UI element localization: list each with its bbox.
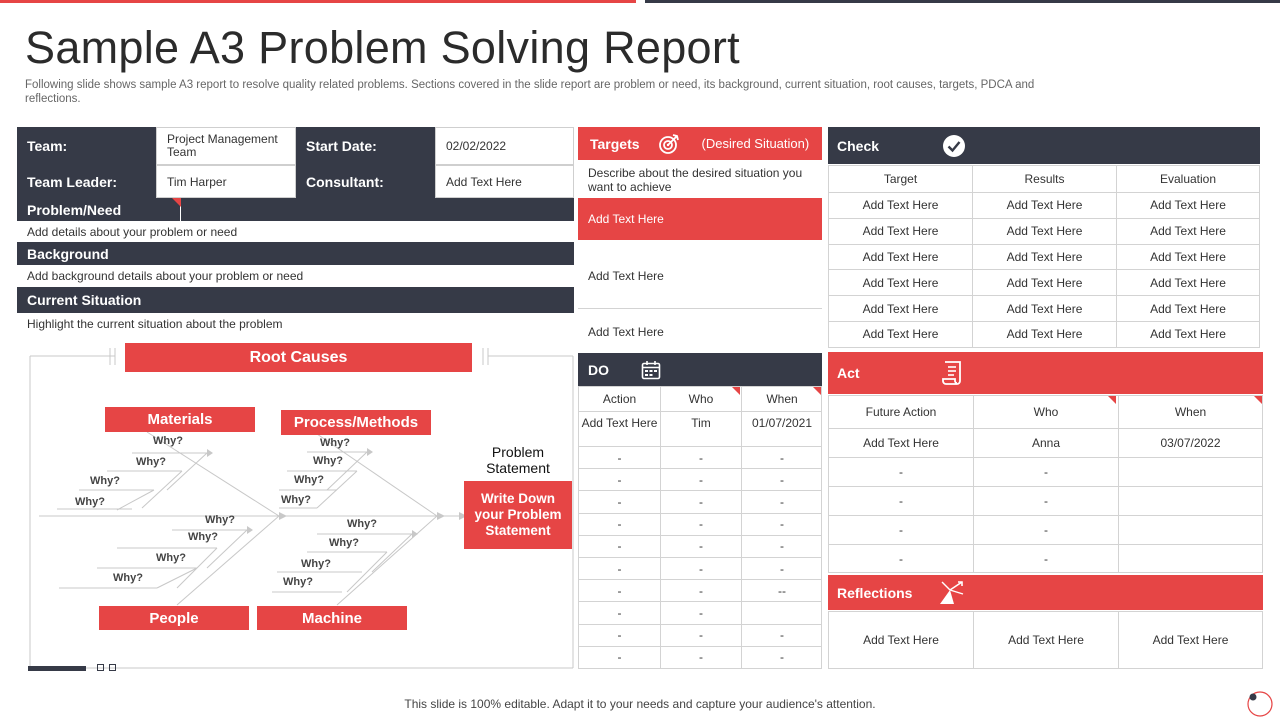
- do-table-cell[interactable]: -: [699, 605, 703, 620]
- reflection-item-3[interactable]: Add Text Here: [1152, 633, 1229, 647]
- logo-circle-icon: [1244, 688, 1274, 718]
- why-machine-4: Why?: [283, 576, 313, 588]
- why-people-2: Why?: [188, 531, 218, 543]
- why-people-1: Why?: [205, 514, 235, 526]
- materials-label: Materials: [105, 407, 255, 432]
- act-table-cell[interactable]: [1119, 545, 1262, 573]
- do-table-cell[interactable]: -: [699, 583, 703, 598]
- do-table-cell[interactable]: -: [617, 561, 622, 576]
- check-table-cell[interactable]: Add Text Here: [1150, 275, 1226, 290]
- background-header: Background: [17, 242, 574, 265]
- do-table-cell[interactable]: -: [617, 650, 622, 665]
- progress-dot-icon: [109, 664, 116, 671]
- check-table: [828, 165, 1260, 348]
- do-table-cell[interactable]: -: [780, 650, 784, 665]
- why-people-4: Why?: [113, 572, 143, 584]
- do-table-cell[interactable]: -: [617, 628, 622, 643]
- current-situation-header: Current Situation: [17, 287, 574, 313]
- act-col-header: Who: [1033, 405, 1059, 419]
- team-value[interactable]: Project Management Team: [156, 127, 296, 165]
- do-table-cell[interactable]: -: [780, 561, 784, 576]
- do-table-cell[interactable]: -: [780, 628, 784, 643]
- why-process-2: Why?: [313, 455, 343, 467]
- check-header: [828, 127, 1260, 164]
- act-table-cell[interactable]: Anna: [1031, 436, 1061, 450]
- reflection-item-2[interactable]: Add Text Here: [1008, 633, 1084, 647]
- check-table-cell[interactable]: Add Text Here: [862, 198, 939, 213]
- check-table-cell[interactable]: Add Text Here: [1006, 249, 1083, 264]
- why-machine-2: Why?: [329, 537, 359, 549]
- do-header: [578, 353, 822, 386]
- why-materials-2: Why?: [136, 456, 166, 468]
- do-table-cell[interactable]: -: [617, 605, 622, 620]
- rays-icon: [936, 580, 966, 606]
- check-table-cell[interactable]: Add Text Here: [862, 249, 939, 264]
- do-table-cell[interactable]: Add Text Here: [581, 416, 658, 430]
- problem-need-header: Problem/Need: [17, 198, 574, 221]
- start-date-value[interactable]: 02/02/2022: [435, 127, 574, 165]
- check-title: Check: [837, 137, 880, 154]
- do-col-header: Action: [602, 392, 637, 406]
- act-table-cell[interactable]: -: [1044, 465, 1048, 479]
- why-process-1: Why?: [320, 437, 350, 449]
- process-methods-label: Process/Methods: [281, 410, 431, 435]
- check-table-cell[interactable]: Add Text Here: [1150, 224, 1226, 239]
- do-table-cell[interactable]: -: [617, 472, 622, 487]
- root-causes-banner: Root Causes: [125, 343, 472, 372]
- targets-subtitle: (Desired Situation): [701, 136, 810, 151]
- act-table-cell[interactable]: Add Text Here: [863, 436, 939, 450]
- check-table-cell[interactable]: Add Text Here: [1006, 224, 1083, 239]
- act-table-cell[interactable]: 03/07/2022: [1160, 436, 1221, 450]
- problem-statement-box[interactable]: Write Down your Problem Statement: [464, 481, 572, 549]
- act-header: [828, 352, 1263, 394]
- act-table-cell[interactable]: [1119, 487, 1262, 515]
- progress-dot-icon: [97, 664, 104, 671]
- do-table-cell[interactable]: Tim: [691, 416, 711, 430]
- do-table-cell[interactable]: -: [699, 517, 703, 532]
- why-machine-1: Why?: [347, 518, 377, 530]
- act-table-cell[interactable]: [1119, 458, 1262, 486]
- check-table-cell[interactable]: Add Text Here: [1150, 198, 1226, 213]
- act-table-cell[interactable]: -: [899, 494, 903, 508]
- top-accent-bar-dark: [645, 0, 1280, 3]
- act-table-cell[interactable]: -: [1044, 523, 1048, 537]
- target-item-3[interactable]: Add Text Here: [588, 325, 664, 339]
- do-table: [578, 386, 822, 669]
- do-table-cell[interactable]: -: [699, 650, 703, 665]
- why-process-4: Why?: [281, 494, 311, 506]
- do-table-cell[interactable]: -: [780, 450, 784, 465]
- act-table-cell[interactable]: -: [1044, 494, 1048, 508]
- check-table-cell[interactable]: Add Text Here: [1150, 301, 1226, 316]
- do-table-cell[interactable]: [742, 602, 822, 623]
- do-table-cell[interactable]: -: [780, 539, 784, 554]
- act-table-cell[interactable]: -: [899, 465, 903, 479]
- check-table-cell[interactable]: Add Text Here: [1150, 249, 1226, 264]
- targets-header: [578, 127, 822, 160]
- act-table: [828, 395, 1263, 573]
- target-arrow-icon: [658, 133, 680, 155]
- do-table-cell[interactable]: -: [617, 450, 622, 465]
- do-table-cell[interactable]: -: [780, 517, 784, 532]
- do-table-cell[interactable]: -: [699, 472, 703, 487]
- why-materials-4: Why?: [75, 496, 105, 508]
- why-materials-3: Why?: [90, 475, 120, 487]
- check-table-cell[interactable]: Add Text Here: [862, 301, 939, 316]
- consultant-value[interactable]: Add Text Here: [435, 165, 574, 198]
- footer-note: This slide is 100% editable. Adapt it to your needs and capture your audience's attention.: [404, 697, 876, 711]
- act-table-cell[interactable]: -: [899, 552, 903, 566]
- do-table-cell[interactable]: -: [780, 494, 784, 509]
- why-materials-1: Why?: [153, 435, 183, 447]
- act-table-cell[interactable]: -: [899, 523, 903, 537]
- team-leader-label: Team Leader:: [17, 165, 156, 198]
- do-col-header: When: [766, 392, 798, 406]
- do-table-cell[interactable]: -: [780, 472, 784, 487]
- problem-need-text[interactable]: Add details about your problem or need: [27, 225, 238, 239]
- consultant-label: Consultant:: [296, 165, 435, 198]
- do-title: DO: [588, 361, 609, 378]
- team-label: Team:: [17, 127, 156, 165]
- people-label: People: [99, 606, 249, 630]
- check-col-header: Results: [1024, 172, 1065, 186]
- check-table-cell[interactable]: Add Text Here: [1006, 327, 1083, 342]
- machine-label: Machine: [257, 606, 407, 630]
- do-table-cell[interactable]: 01/07/2021: [751, 416, 813, 430]
- do-table-cell[interactable]: -: [699, 450, 703, 465]
- check-table-cell[interactable]: Add Text Here: [862, 275, 939, 290]
- do-col-header: Who: [688, 392, 714, 406]
- act-title: Act: [837, 365, 860, 381]
- targets-description: Describe about the desired situation you want to achieve: [588, 166, 803, 194]
- target-item-2[interactable]: Add Text Here: [578, 244, 822, 309]
- reflections-header: [828, 575, 1263, 610]
- team-leader-value[interactable]: Tim Harper: [156, 165, 296, 198]
- current-situation-text[interactable]: Highlight the current situation about the problem: [27, 317, 283, 331]
- check-col-header: Evaluation: [1159, 172, 1217, 186]
- scroll-icon: [940, 360, 964, 386]
- do-table-cell[interactable]: -: [617, 517, 622, 532]
- do-table-cell[interactable]: -: [699, 561, 703, 576]
- problem-statement-label: Problem Statement: [486, 444, 550, 476]
- do-table-cell[interactable]: -: [699, 539, 703, 554]
- why-process-3: Why?: [294, 474, 324, 486]
- do-table-cell[interactable]: -: [617, 539, 622, 554]
- act-table-cell[interactable]: -: [1044, 552, 1048, 566]
- do-table-cell[interactable]: -: [617, 583, 622, 598]
- check-table-cell[interactable]: Add Text Here: [862, 224, 939, 239]
- targets-title: Targets: [590, 135, 640, 152]
- reflection-item-1[interactable]: Add Text Here: [863, 633, 939, 647]
- top-accent-bar-red: [0, 0, 636, 3]
- target-item-1[interactable]: Add Text Here: [578, 198, 822, 240]
- page-subtitle: Following slide shows sample A3 report to resolve quality related problems. Sections covered in the slide report are problem or need, its background, current situation, root causes, targets, PDCA and reflections.: [25, 79, 1035, 105]
- background-text[interactable]: Add background details about your problem or need: [27, 269, 304, 283]
- check-table-cell[interactable]: Add Text Here: [1150, 327, 1226, 342]
- page-title: Sample A3 Problem Solving Report: [25, 22, 740, 73]
- corner-marker-icon: [172, 198, 181, 207]
- check-table-cell[interactable]: Add Text Here: [1006, 198, 1083, 213]
- calendar-icon: [641, 360, 661, 380]
- act-col-header: Future Action: [865, 405, 937, 419]
- check-table-cell[interactable]: Add Text Here: [1006, 275, 1083, 290]
- fishbone-diagram: [17, 340, 575, 672]
- reflections-title: Reflections: [837, 584, 913, 601]
- check-table-cell[interactable]: Add Text Here: [1006, 301, 1083, 316]
- do-table-cell[interactable]: -: [699, 494, 703, 509]
- checkmark-circle-icon: [942, 134, 966, 158]
- act-col-header: When: [1174, 405, 1207, 419]
- reflections-table: [828, 611, 1263, 669]
- check-col-header: Target: [883, 172, 918, 186]
- start-date-label: Start Date:: [296, 127, 435, 165]
- do-table-cell[interactable]: -: [699, 628, 703, 643]
- do-table-cell[interactable]: --: [778, 583, 786, 598]
- act-table-cell[interactable]: [1119, 516, 1262, 544]
- why-people-3: Why?: [156, 552, 186, 564]
- progress-bar-icon: [28, 666, 86, 671]
- check-table-cell[interactable]: Add Text Here: [862, 327, 939, 342]
- do-table-cell[interactable]: -: [617, 494, 622, 509]
- why-machine-3: Why?: [301, 558, 331, 570]
